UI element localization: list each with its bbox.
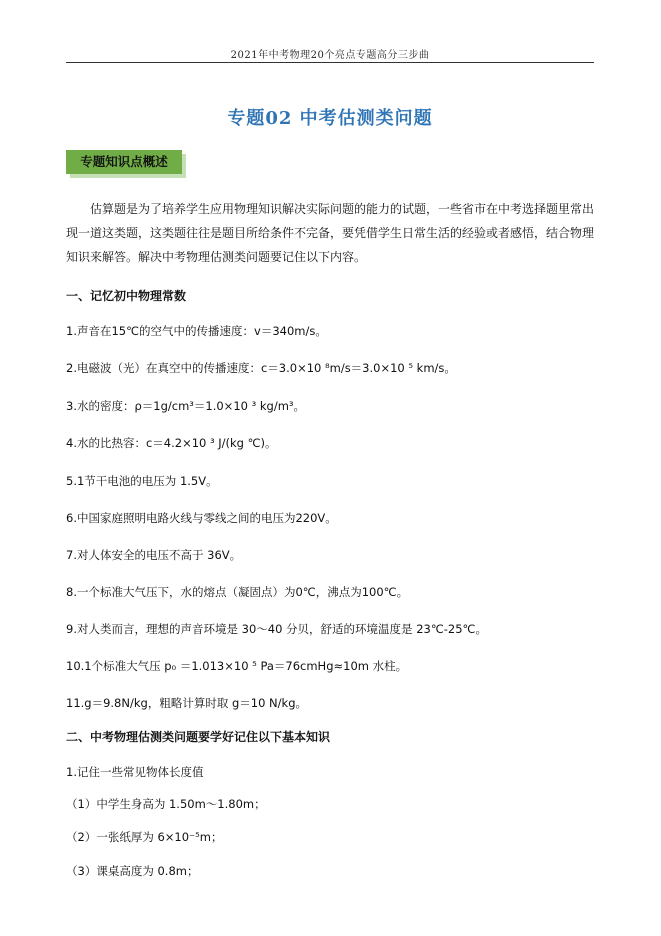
intro-paragraph: 估算题是为了培养学生应用物理知识解决实际问题的能力的试题，一些省市在中考选择题里常出现一道这类题，这类题往往是题目所给条件不完备，要凭借学生日常生活的经验或者感悟，结合物理知识来解答。解决中考物理估测类问题要记住以下内容。 bbox=[66, 202, 595, 264]
running-header: 2021年中考物理20个亮点专题高分三步曲 bbox=[230, 50, 430, 61]
section1-heading: 一、记忆初中物理常数 bbox=[66, 289, 187, 303]
list-item: 1.声音在15℃的空气中的传播速度：v＝340m/s。 bbox=[66, 324, 327, 338]
list-item: 10.1个标准大气压 p₀ ＝1.013×10 ⁵ Pa＝76cmHg≈10m 水柱。 bbox=[66, 659, 408, 673]
document-title: 专题02 中考估测类问题 bbox=[227, 108, 433, 129]
list-item: 11.g＝9.8N/kg，粗略计算时取 g＝10 N/kg。 bbox=[66, 696, 307, 710]
list-item: 6.中国家庭照明电路火线与零线之间的电压为220V。 bbox=[66, 511, 337, 525]
list-item: 8.一个标准大气压下，水的熔点（凝固点）为0℃，沸点为100℃。 bbox=[66, 585, 409, 599]
list-item: 2.电磁波（光）在真空中的传播速度：c＝3.0×10 ⁸m/s＝3.0×10 ⁵ km/s。 bbox=[66, 361, 456, 375]
list-item: 4.水的比热容：c＝4.2×10 ³ J/(kg ℃)。 bbox=[66, 436, 277, 450]
list-item: 7.对人体安全的电压不高于 36V。 bbox=[66, 548, 242, 562]
section2-heading: 二、中考物理估测类问题要学好记住以下基本知识 bbox=[66, 730, 331, 744]
list-item: 5.1节干电池的电压为 1.5V。 bbox=[66, 474, 218, 488]
list-item: （1）中学生身高为 1.50m～1.80m； bbox=[66, 797, 266, 811]
list-item: 3.水的密度：ρ＝1g/cm³＝1.0×10 ³ kg/m³。 bbox=[66, 399, 306, 413]
header-rule bbox=[66, 62, 594, 63]
list-item: 1.记住一些常见物体长度值 bbox=[66, 765, 204, 779]
section-tag bbox=[66, 150, 186, 178]
list-item: 9.对人类而言，理想的声音环境是 30～40 分贝，舒适的环境温度是 23℃-25℃。 bbox=[66, 622, 487, 636]
section-tag-label: 专题知识点概述 bbox=[80, 154, 168, 169]
list-item: （3）课桌高度为 0.8m； bbox=[66, 864, 199, 878]
list-item: （2）一张纸厚为 6×10⁻⁵m； bbox=[66, 830, 223, 844]
